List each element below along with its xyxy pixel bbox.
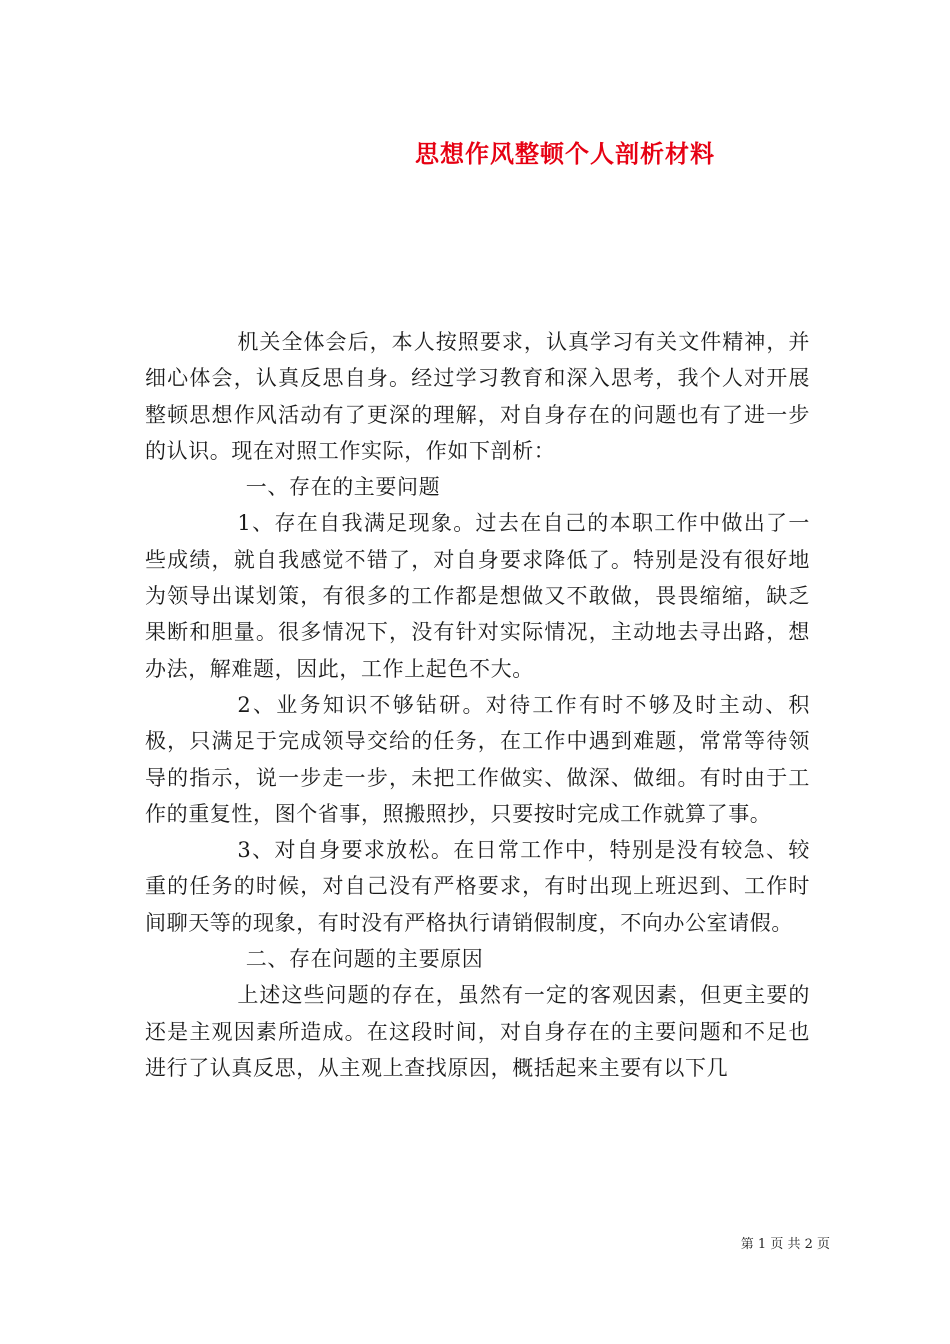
problem-paragraph-1: 1、存在自我满足现象。过去在自己的本职工作中做出了一些成绩，就自我感觉不错了，对自身要求降低了。特别是没有很好地为领导出谋划策，有很多的工作都是想做又不敢做，畏畏缩缩，缺乏果断和胆量。很多情况下，没有针对实际情况，主动地去寻出路，想办法，解难题，因此，工作上起色不大。 bbox=[145, 511, 810, 681]
document-title: 思想作风整顿个人剖析材料 bbox=[415, 139, 715, 168]
problem-paragraph-2: 2、业务知识不够钻研。对待工作有时不够及时主动、积极，只满足于完成领导交给的任务，在工作中遇到难题，常常等待领导的指示，说一步走一步，未把工作做实、做深、做细。有时由于工作的重复性，图个省事，照搬照抄，只要按时完成工作就算了事。 bbox=[145, 692, 810, 826]
page-number-footer: 第 1 页 共 2 页 bbox=[740, 1237, 830, 1252]
intro-paragraph: 机关全体会后，本人按照要求，认真学习有关文件精神，并细心体会，认真反思自身。经过学习教育和深入思考，我个人对开展整顿思想作风活动有了更深的理解，对自身存在的问题也有了进一步的认识。现在对照工作实际，作如下剖析： bbox=[145, 330, 810, 463]
document-body bbox=[145, 324, 810, 1086]
causes-paragraph: 上述这些问题的存在，虽然有一定的客观因素，但更主要的还是主观因素所造成。在这段时间，对自身存在的主要问题和不足也进行了认真反思，从主观上查找原因，概括起来主要有以下几 bbox=[145, 983, 810, 1080]
problem-paragraph-3: 3、对自身要求放松。在日常工作中，特别是没有较急、较重的任务的时候，对自己没有严格要求，有时出现上班迟到、工作时间聊天等的现象，有时没有严格执行请销假制度，不向办公室请假。 bbox=[145, 838, 810, 935]
section-heading-problems: 一、存在的主要问题 bbox=[245, 475, 441, 500]
section-heading-causes: 二、存在问题的主要原因 bbox=[245, 947, 484, 972]
